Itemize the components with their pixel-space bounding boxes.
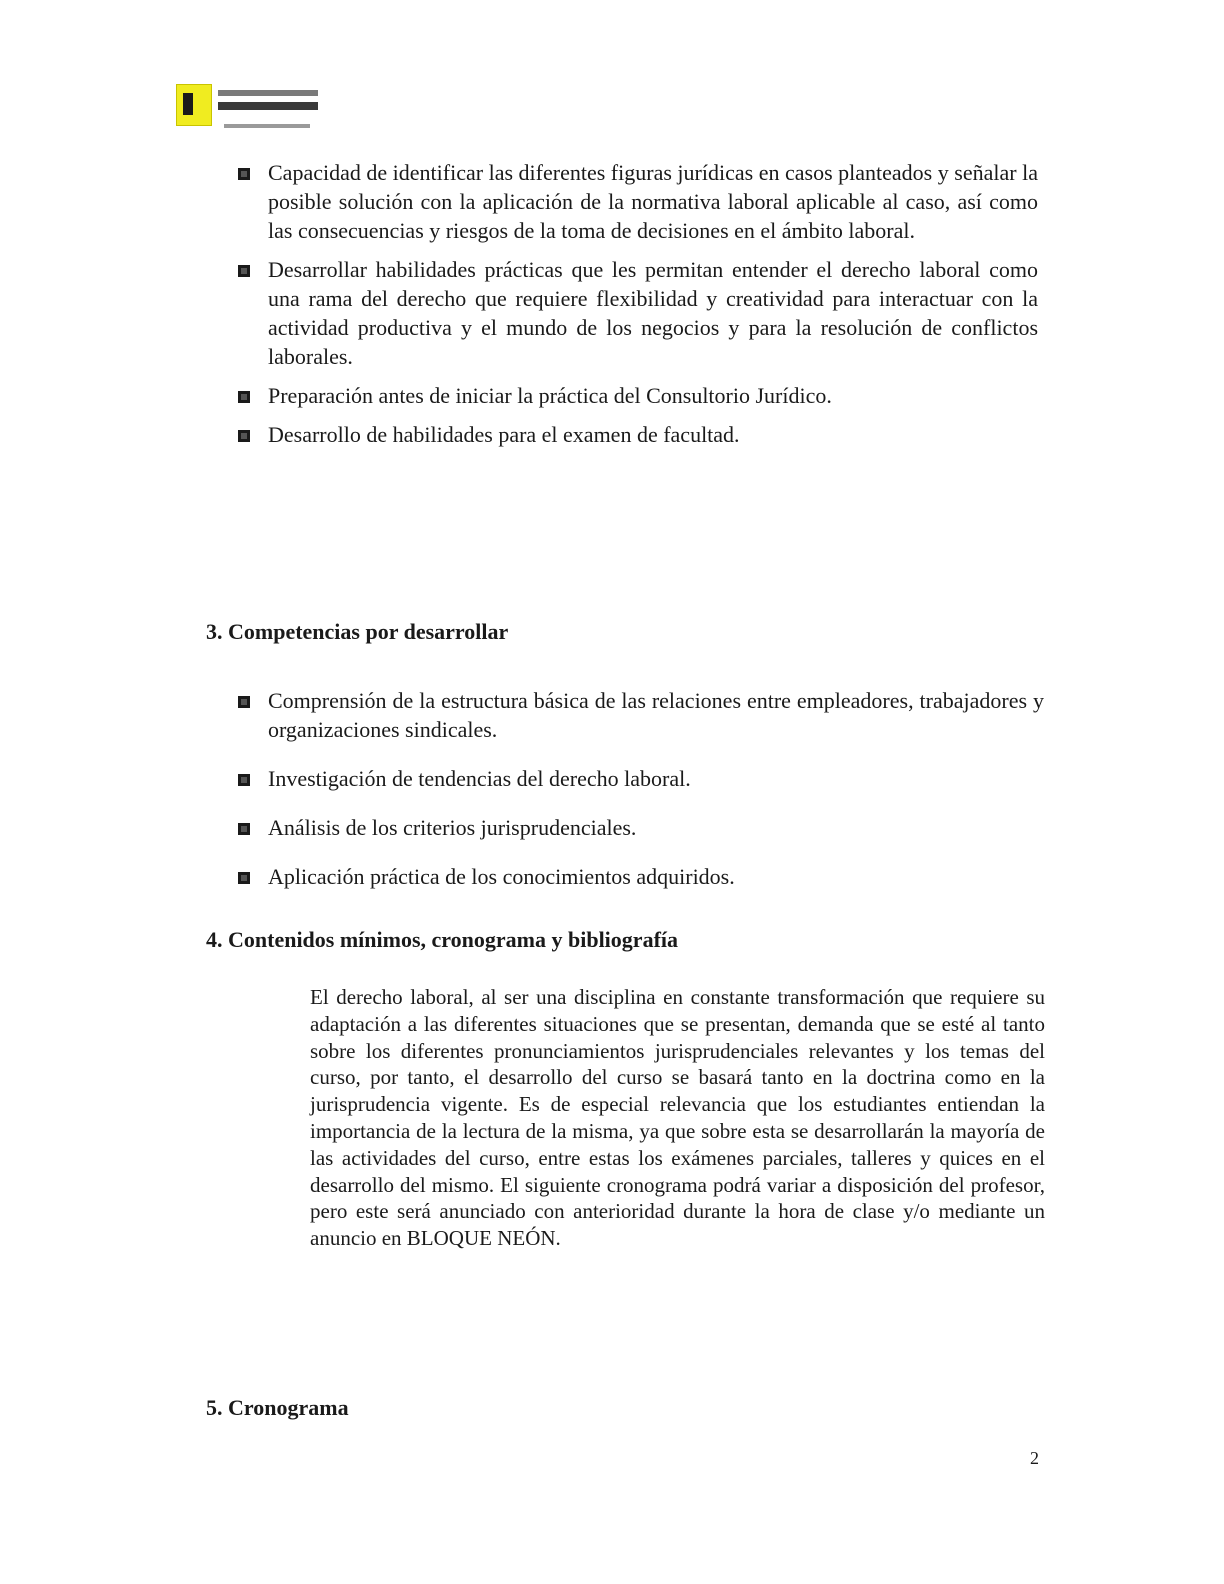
competencies-list	[238, 686, 1044, 911]
contents-paragraph: El derecho laboral, al ser una disciplina en constante transformación que requiere su adaptación a las diferentes situaciones que se presentan, demanda que se esté al tanto sobre los diferentes pronunciamientos jurisprudenciales relevantes y los temas del curso, por tanto, el desarrollo del curso se basará tanto en la doctrina como en la jurisprudencia vigente. Es de especial relevancia que los estudiantes entiendan la importancia de la lectura de la misma, ya que sobre esta se desarrollarán la mayoría de las actividades del curso, entre estas los exámenes parciales, talleres y quices en el desarrollo del mismo. El siguiente cronograma podrá variar a disposición del profesor, pero este será anunciado con anterioridad durante la hora de clase y/o mediante un anuncio en BLOQUE NEÓN.	[310, 985, 1045, 1251]
list-item	[238, 255, 1038, 371]
list-item	[238, 158, 1038, 245]
square-bullet-icon	[238, 391, 250, 403]
list-item-text: Investigación de tendencias del derecho laboral.	[268, 766, 691, 791]
list-item	[238, 420, 1038, 449]
section-heading-competencies: 3. Competencias por desarrollar	[206, 619, 509, 644]
list-item	[238, 813, 1044, 842]
university-crest-icon	[176, 84, 212, 126]
university-logo	[176, 78, 326, 136]
square-bullet-icon	[238, 430, 250, 442]
list-item-text: Desarrollar habilidades prácticas que les permitan entender el derecho laboral como una rama del derecho que requiere flexibilidad y creatividad para interactuar con la actividad productiva y el mundo de los negocios y para la resolución de conflictos laborales.	[268, 257, 1038, 369]
section-heading-schedule: 5. Cronograma	[206, 1395, 349, 1420]
page-number: 2	[1030, 1448, 1039, 1468]
list-item	[238, 862, 1044, 891]
section-heading-contents: 4. Contenidos mínimos, cronograma y bibliografía	[206, 927, 679, 952]
square-bullet-icon	[238, 823, 250, 835]
list-item	[238, 686, 1044, 744]
list-item	[238, 764, 1044, 793]
list-item-text: Comprensión de la estructura básica de las relaciones entre empleadores, trabajadores y organizaciones sindicales.	[268, 688, 1044, 742]
square-bullet-icon	[238, 265, 250, 277]
list-item-text: Análisis de los criterios jurisprudenciales.	[268, 815, 637, 840]
list-item-text: Aplicación práctica de los conocimientos adquiridos.	[268, 864, 735, 889]
list-item	[238, 381, 1038, 410]
list-item-text: Preparación antes de iniciar la práctica del Consultorio Jurídico.	[268, 383, 832, 408]
square-bullet-icon	[238, 696, 250, 708]
objectives-list	[238, 158, 1038, 459]
square-bullet-icon	[238, 168, 250, 180]
list-item-text: Desarrollo de habilidades para el examen de facultad.	[268, 422, 740, 447]
square-bullet-icon	[238, 774, 250, 786]
list-item-text: Capacidad de identificar las diferentes figuras jurídicas en casos planteados y señalar la posible solución con la aplicación de la normativa laboral aplicable al caso, así como las consecuencias y riesgos de la toma de decisiones en el ámbito laboral.	[268, 160, 1038, 243]
square-bullet-icon	[238, 872, 250, 884]
